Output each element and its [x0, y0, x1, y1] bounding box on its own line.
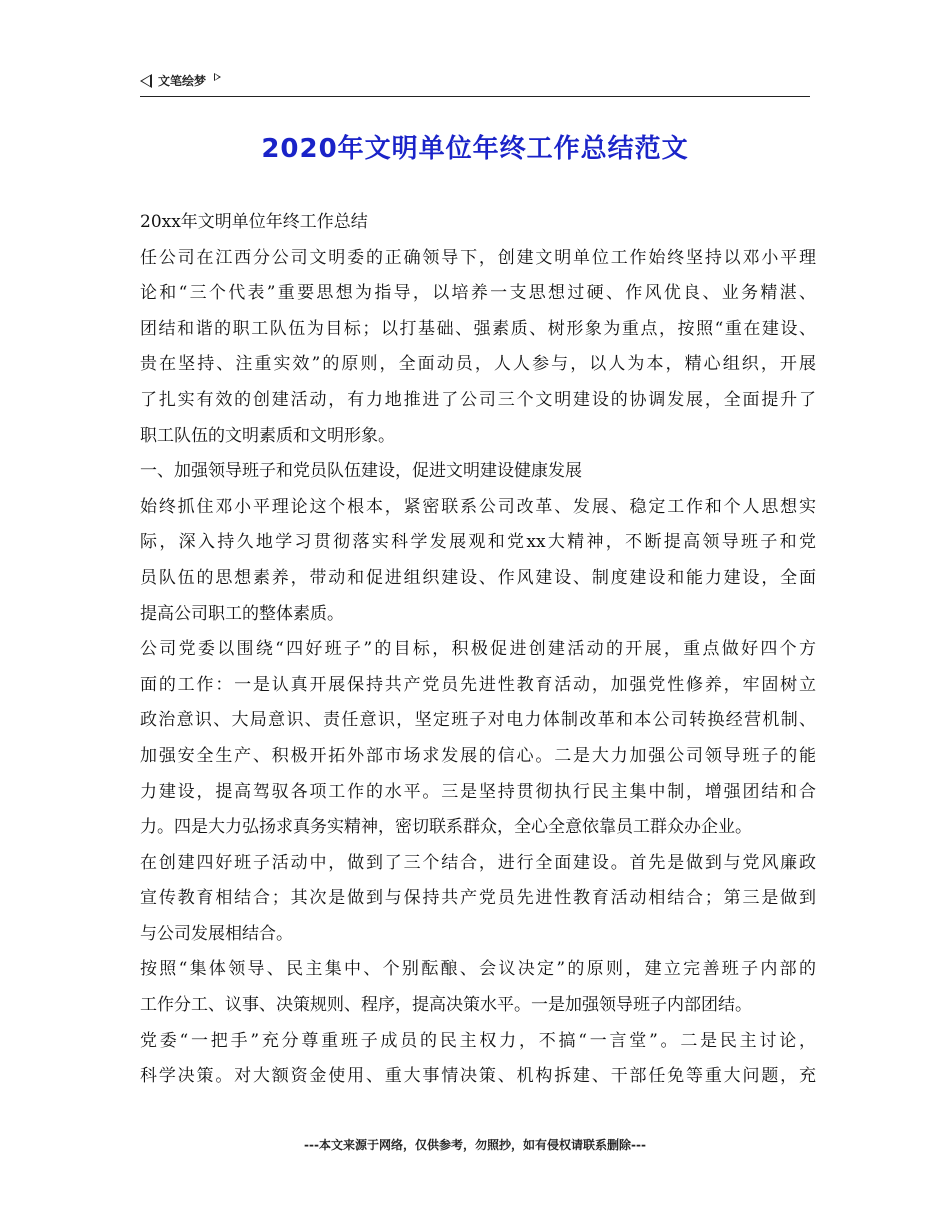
body-line: 力。四是大力弘扬求真务实精神，密切联系群众，全心全意依靠员工群众办企业。 [140, 817, 752, 838]
body-line: 力建设，提高驾驭各项工作的水平。三是坚持贯彻执行民主集中制，增强团结和合 [140, 781, 816, 802]
body-line: 党委“一把手”充分尊重班子成员的民主权力，不搞“一言堂”。二是民主讨论， [140, 1030, 816, 1051]
body-line: 政治意识、大局意识、责任意识，坚定班子对电力体制改革和本公司转换经营机制、 [140, 710, 816, 731]
body-line: 加强安全生产、积极开拓外部市场求发展的信心。二是大力加强公司领导班子的能 [140, 745, 816, 766]
body-line: 一、加强领导班子和党员队伍建设，促进文明建设健康发展 [140, 461, 582, 482]
body-line: 公司党委以围绕“四好班子”的目标，积极促进创建活动的开展，重点做好四个方 [140, 639, 816, 660]
body-line: 在创建四好班子活动中，做到了三个结合，进行全面建设。首先是做到与党风廉政 [140, 852, 816, 873]
body-line: 按照“集体领导、民主集中、个别酝酿、会议决定”的原则，建立完善班子内部的 [140, 959, 816, 980]
header-brand [140, 72, 221, 89]
body-line: 始终抓住邓小平理论这个根本，紧密联系公司改革、发展、稳定工作和个人思想实 [140, 496, 816, 517]
body-line: 际，深入持久地学习贯彻落实科学发展观和党xx大精神，不断提高领导班子和党 [140, 532, 816, 553]
document-body [140, 205, 816, 1095]
header-brand-text: 文笔绘梦 [158, 74, 207, 88]
body-line: 任公司在江西分公司文明委的正确领导下，创建文明单位工作始终坚持以邓小平理 [140, 247, 816, 268]
triangle-left-icon [140, 74, 152, 88]
footer-disclaimer: ---本文来源于网络，仅供参考，勿照抄，如有侵权请联系删除--- [304, 1138, 646, 1152]
body-line: 职工队伍的文明素质和文明形象。 [140, 425, 395, 446]
body-line: 提高公司职工的整体素质。 [140, 603, 344, 624]
body-line: 科学决策。对大额资金使用、重大事情决策、机构拆建、干部任免等重大问题，充 [140, 1066, 816, 1087]
document-title: 2020年文明单位年终工作总结范文 [261, 134, 689, 164]
body-line: 贵在坚持、注重实效”的原则，全面动员，人人参与，以人为本，精心组织，开展 [140, 354, 816, 375]
body-line: 20xx年文明单位年终工作总结 [140, 212, 368, 232]
body-line: 面的工作：一是认真开展保持共产党员先进性教育活动，加强党性修养，牢固树立 [140, 674, 816, 695]
triangle-right-icon [214, 73, 221, 81]
body-line: 论和“三个代表”重要思想为指导，以培养一支思想过硬、作风优良、业务精湛、 [140, 283, 816, 304]
body-line: 了扎实有效的创建活动，有力地推进了公司三个文明建设的协调发展，全面提升了 [140, 389, 816, 410]
body-line: 宣传教育相结合；其次是做到与保持共产党员先进性教育活动相结合；第三是做到 [140, 888, 816, 909]
body-line: 与公司发展相结合。 [140, 923, 293, 944]
body-line: 工作分工、议事、决策规则、程序，提高决策水平。一是加强领导班子内部团结。 [140, 995, 752, 1016]
page-header [140, 70, 810, 97]
body-line: 团结和谐的职工队伍为目标；以打基础、强素质、树形象为重点，按照“重在建设、 [140, 318, 816, 339]
body-line: 员队伍的思想素养，带动和促进组织建设、作风建设、制度建设和能力建设，全面 [140, 567, 816, 588]
